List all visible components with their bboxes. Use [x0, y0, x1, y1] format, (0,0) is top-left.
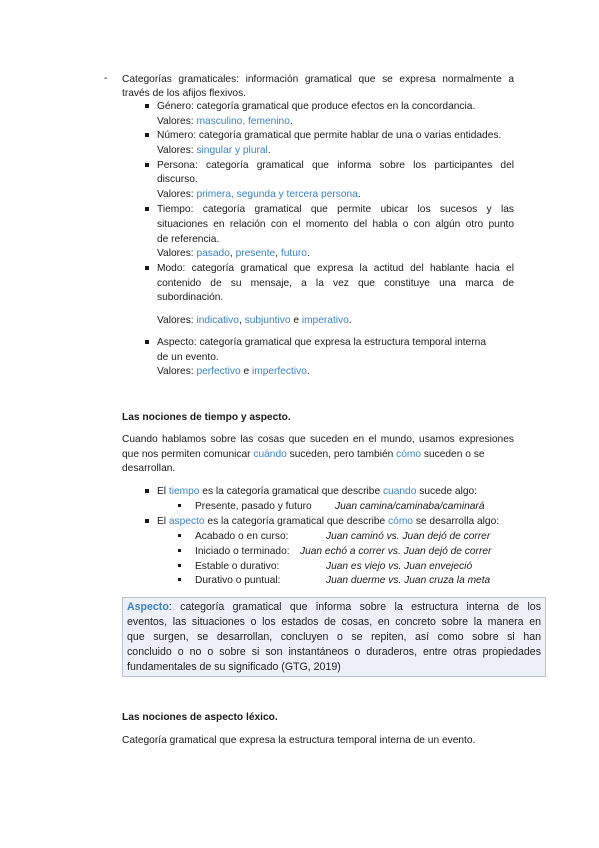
definition-line-4: concluido o no o sobre si son instantáneos o duraderos, entre otras propiedades: [127, 646, 541, 658]
subitem-label: Iniciado o terminado:: [195, 546, 290, 557]
bullet: [145, 519, 149, 523]
subitem-label: Acabado o en curso:: [195, 531, 289, 542]
subitem-label: Estable o durativo:: [195, 561, 280, 572]
subitem-label: Durativo o puntual:: [195, 575, 281, 586]
section1-para-line-1: Cuando hablamos sobre las cosas que suceden en el mundo, usamos expresiones: [122, 434, 514, 445]
dash-marker: -: [104, 73, 108, 84]
genero-def: Género: categoría gramatical que produce efectos en la concordancia.: [157, 101, 476, 112]
subitem-example: Juan camina/caminaba/caminará: [335, 501, 485, 512]
modo-def-3: subordinación.: [157, 292, 224, 303]
bullet: [178, 534, 181, 537]
subitem-example: Juan duerme vs. Juan cruza la meta: [326, 575, 491, 586]
tiempo-bullet: El tiempo es la categoría gramatical que describe cuando sucede algo:: [157, 486, 477, 497]
bullet: [145, 489, 149, 493]
section-heading-aspecto-lexico: Las nociones de aspecto léxico.: [122, 712, 278, 723]
bullet: [145, 163, 149, 167]
bullet: [178, 549, 181, 552]
tiempo-def-2: situaciones en relación con el momento del habla o con algún otro punto: [157, 219, 514, 230]
section1-para-line-3: desarrollan.: [122, 463, 176, 474]
section-heading-tiempo-aspecto: Las nociones de tiempo y aspecto.: [122, 412, 291, 423]
intro-line-1: Categorías gramaticales: información gramatical que se expresa normalmente a: [122, 74, 514, 85]
definition-line-5: fundamentales de su significado (GTG, 2019): [127, 661, 341, 673]
subitem-example: Juan caminó vs. Juan dejó de correr: [326, 531, 491, 542]
bullet: [145, 133, 149, 137]
definition-line-1: Aspecto: categoría gramatical que informa sobre la estructura interna de los: [127, 601, 541, 613]
bullet: [145, 104, 149, 108]
tiempo-def-1: Tiempo: categoría gramatical que permite ubicar los sucesos y las: [157, 204, 514, 215]
persona-def-1: Persona: categoría gramatical que informa sobre los participantes del: [157, 160, 514, 171]
intro-line-2: través de los afijos flexivos.: [122, 88, 247, 99]
aspecto-values: Valores: perfectivo e imperfectivo.: [157, 366, 310, 377]
bullet: [145, 207, 149, 211]
bullet: [178, 564, 181, 567]
bullet: [178, 504, 181, 507]
subitem-example: Juan echó a correr vs. Juan dejó de correr: [300, 546, 492, 557]
subitem-label: Presente, pasado y futuro: [195, 501, 312, 512]
modo-values: Valores: indicativo, subjuntivo e imperativo.: [157, 315, 352, 326]
modo-def-1: Modo: categoría gramatical que expresa la actitud del hablante hacia el: [157, 263, 514, 274]
bullet: [145, 340, 149, 344]
section2-para: Categoría gramatical que expresa la estructura temporal interna de un evento.: [122, 735, 476, 746]
section1-para-line-2: que nos permiten comunicar cuándo suceden, pero también cómo suceden o se: [122, 449, 485, 460]
subitem-example: Juan es viejo vs. Juan envejeció: [326, 561, 473, 572]
definition-line-2: eventos, las situaciones o los estados de cosas, en concreto sobre la manera en: [127, 616, 541, 628]
modo-def-2: contenido de su mensaje, a la vez que constituye una marca de: [157, 278, 514, 289]
tiempo-values: Valores: pasado, presente, futuro.: [157, 248, 310, 259]
numero-values: Valores: singular y plural.: [157, 145, 271, 156]
aspecto-bullet: El aspecto es la categoría gramatical que describe cómo se desarrolla algo:: [157, 516, 500, 527]
bullet: [145, 266, 149, 270]
aspecto-def-2: de un evento.: [157, 352, 219, 363]
persona-def-2: discurso.: [157, 174, 198, 185]
bullet: [178, 578, 181, 581]
genero-values: Valores: masculino, femenino.: [157, 116, 293, 127]
definition-line-3: que surgen, se desarrollan, concluyen o se repiten, así como sobre si han: [127, 631, 541, 643]
tiempo-def-3: de referencia.: [157, 234, 220, 245]
persona-values: Valores: primera, segunda y tercera persona.: [157, 189, 361, 200]
numero-def: Número: categoría gramatical que permite hablar de una o varias entidades.: [157, 130, 502, 141]
aspecto-def-1: Aspecto: categoría gramatical que expresa la estructura temporal interna: [157, 337, 487, 348]
